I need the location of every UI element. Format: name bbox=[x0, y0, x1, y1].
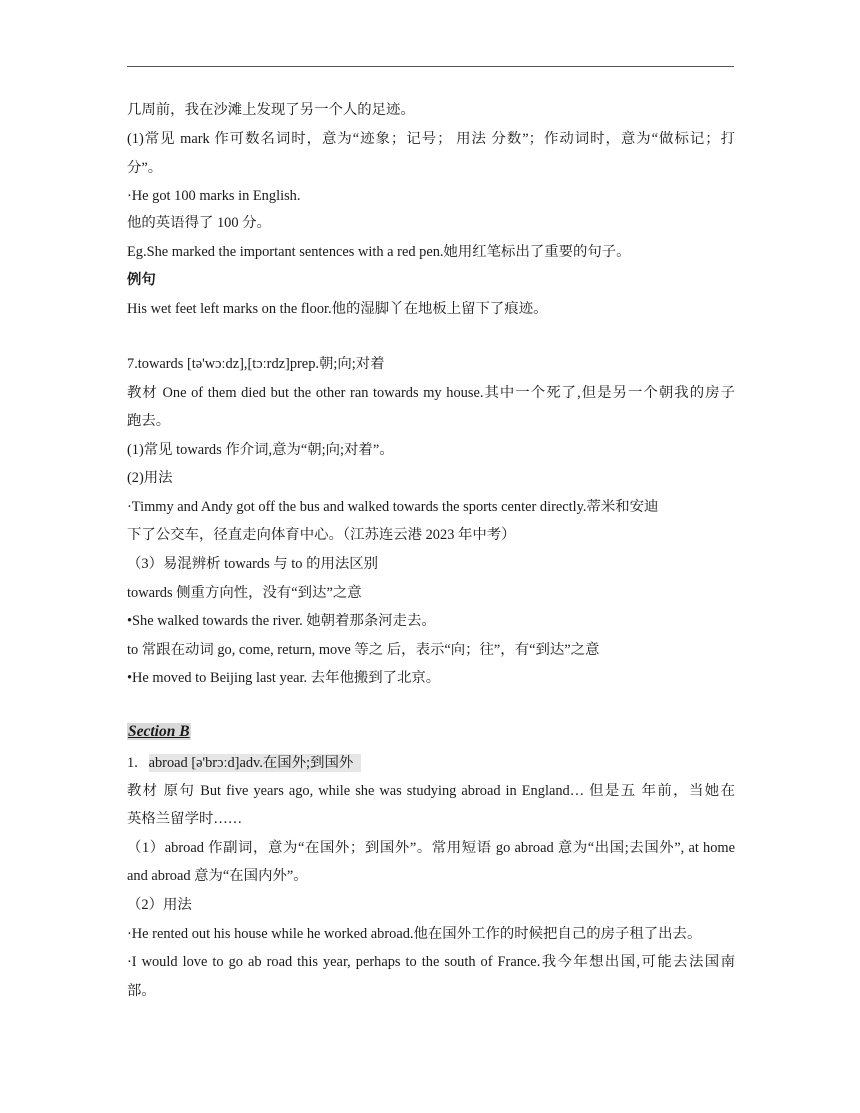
example-sentence: •She walked towards the river. 她朝着那条河走去。 bbox=[127, 613, 436, 629]
section-heading-row bbox=[127, 722, 735, 742]
paragraph-line: 教材 原句 But five years ago, while she was studying abroad in England… 但是五 年前，当她在 bbox=[127, 783, 735, 799]
example-sentence: ·I would love to go ab road this year, perhaps to the south of France.我今年想出国,可能去法国南 bbox=[127, 954, 735, 970]
paragraph-line: to 常跟在动词 go, come, return, move 等之 后，表示“向；往”，有“到达”之意 bbox=[127, 642, 600, 658]
paragraph-line: 跑去。 bbox=[127, 413, 171, 429]
vocab-entry-heading: 7.towards [tə'wɔːdz],[tɔːrdz]prep.朝;向;对着 bbox=[127, 356, 385, 372]
paragraph-line: 部。 bbox=[127, 983, 156, 999]
paragraph-line: （2）用法 bbox=[127, 897, 192, 913]
example-sentence: •He moved to Beijing last year. 去年他搬到了北京。 bbox=[127, 670, 441, 686]
paragraph-line: （1）abroad 作副词，意为“在国外；到国外”。常用短语 go abroad 意为“出国;去国外”, at home bbox=[127, 840, 735, 856]
paragraph-line: 教材 One of them died but the other ran towards my house.其中一个死了,但是另一个朝我的房子 bbox=[127, 385, 735, 401]
highlighted-entry: abroad [ə'brɔːd]adv.在国外;到国外 bbox=[149, 754, 362, 772]
example-heading: 例句 bbox=[127, 272, 156, 288]
example-sentence: His wet feet left marks on the floor.他的湿脚丫在地板上留下了痕迹。 bbox=[127, 301, 548, 317]
section-title: Section B bbox=[128, 723, 190, 740]
header-rule bbox=[127, 66, 734, 67]
paragraph-line: 几周前，我在沙滩上发现了另一个人的足迹。 bbox=[127, 102, 415, 118]
paragraph-line: (1)常见 towards 作介词,意为“朝;向;对着”。 bbox=[127, 442, 394, 458]
example-sentence: Eg.She marked the important sentences with a red pen.她用红笔标出了重要的句子。 bbox=[127, 244, 631, 260]
example-sentence: ·He rented out his house while he worked abroad.他在国外工作的时候把自己的房子租了出去。 bbox=[127, 926, 702, 942]
paragraph-line: (2)用法 bbox=[127, 470, 173, 486]
paragraph-line: towards 侧重方向性，没有“到达”之意 bbox=[127, 585, 362, 601]
example-sentence: ·He got 100 marks in English. bbox=[127, 188, 301, 204]
entry-number: 1. bbox=[127, 755, 138, 771]
paragraph-line: (1)常见 mark 作可数名词时，意为“迹象；记号； 用法 分数”；作动词时，意为“做标记；打 bbox=[127, 131, 735, 147]
paragraph-line: （3）易混辨析 towards 与 to 的用法区别 bbox=[127, 556, 379, 572]
paragraph-line: and abroad 意为“在国内外”。 bbox=[127, 868, 308, 884]
paragraph-line: 分”。 bbox=[127, 160, 163, 176]
paragraph-line: 英格兰留学时…… bbox=[127, 811, 243, 827]
example-translation: 他的英语得了 100 分。 bbox=[127, 215, 271, 231]
vocab-entry-heading bbox=[127, 753, 735, 773]
example-sentence: ·Timmy and Andy got off the bus and walked towards the sports center directly.蒂米和安迪 bbox=[127, 499, 659, 515]
example-translation: 下了公交车，径直走向体育中心。（江苏连云港 2023 年中考） bbox=[127, 527, 516, 543]
